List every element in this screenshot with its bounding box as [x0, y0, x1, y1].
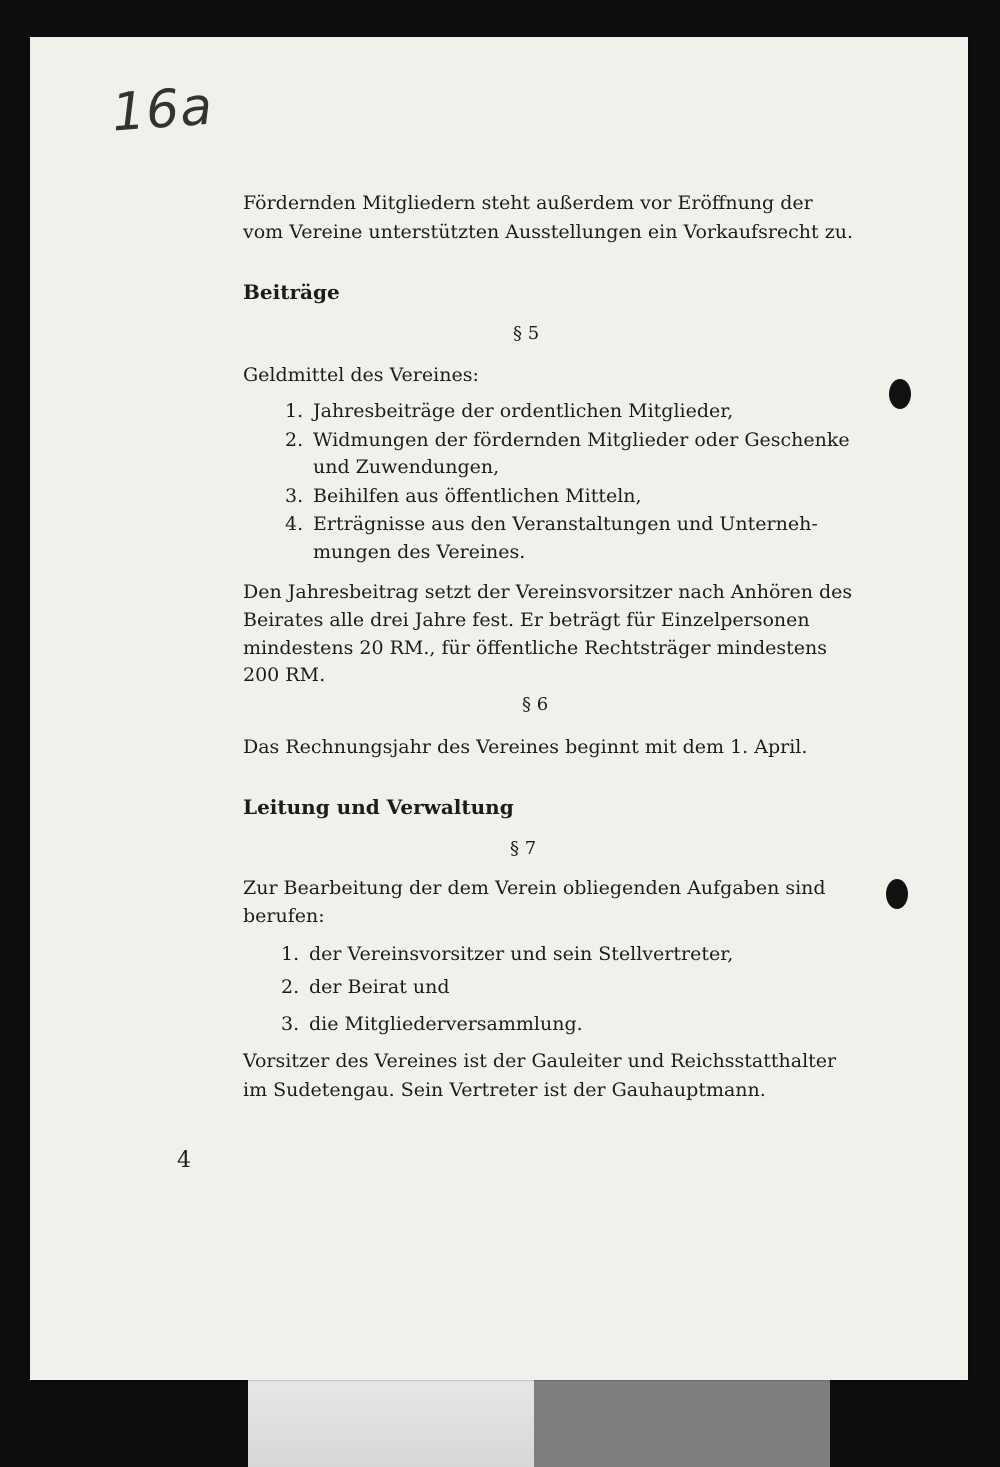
bearbeitung-line-1: Zur Bearbeitung der dem Verein obliegenden Aufgaben sind	[243, 877, 826, 899]
beitrag-line-4: 200 RM.	[243, 664, 326, 686]
heading-beitraege: Beiträge	[243, 280, 340, 304]
bearbeitung-line-2: berufen:	[243, 905, 325, 927]
scan-background-strip	[248, 1367, 534, 1467]
paragraph-7-mark: § 7	[510, 838, 537, 859]
geldmittel-lead: Geldmittel des Vereines:	[243, 364, 479, 386]
punch-hole-top	[889, 379, 911, 409]
list-item: Jahresbeiträge der ordentlichen Mitglieder,	[313, 400, 734, 422]
list-item: Erträgnisse aus den Veranstaltungen und Unterneh-	[313, 513, 818, 535]
list-item: Widmungen der fördernden Mitglieder oder Geschenke	[313, 429, 850, 451]
beitrag-line-3: mindestens 20 RM., für öffentliche Rechtsträger mindestens	[243, 637, 827, 659]
list-item: der Beirat und	[309, 976, 450, 998]
beitrag-line-2: Beirates alle drei Jahre fest. Er beträgt für Einzelpersonen	[243, 609, 810, 631]
list-item: die Mitgliederversammlung.	[309, 1013, 583, 1035]
list-item-continuation: mungen des Vereines.	[313, 541, 526, 563]
punch-hole-bottom	[886, 879, 908, 909]
heading-leitung-verwaltung: Leitung und Verwaltung	[243, 795, 514, 819]
intro-line-1: Fördernden Mitgliedern steht außerdem vor Eröffnung der	[243, 192, 813, 214]
list-item-number: 3.	[281, 1013, 300, 1035]
list-item-number: 3.	[285, 485, 304, 507]
list-item-number: 4.	[285, 513, 304, 535]
list-item-continuation: und Zuwendungen,	[313, 456, 500, 478]
list-item: Beihilfen aus öffentlichen Mitteln,	[313, 485, 642, 507]
handwritten-page-note: 16a	[110, 76, 216, 144]
list-item: der Vereinsvorsitzer und sein Stellvertreter,	[309, 943, 734, 965]
page-number: 4	[177, 1148, 191, 1173]
beitrag-line-1: Den Jahresbeitrag setzt der Vereinsvorsitzer nach Anhören des	[243, 581, 853, 603]
list-item-number: 2.	[285, 429, 304, 451]
rechnungsjahr-text: Das Rechnungsjahr des Vereines beginnt mit dem 1. April.	[243, 736, 808, 758]
list-item-number: 1.	[285, 400, 304, 422]
paragraph-5-mark: § 5	[513, 323, 540, 344]
list-item-number: 1.	[281, 943, 300, 965]
paragraph-6-mark: § 6	[522, 694, 549, 715]
list-item-number: 2.	[281, 976, 300, 998]
intro-line-2: vom Vereine unterstützten Ausstellungen ein Vorkaufsrecht zu.	[243, 221, 854, 243]
vorsitzer-line-1: Vorsitzer des Vereines ist der Gauleiter und Reichsstatthalter	[243, 1050, 837, 1072]
vorsitzer-line-2: im Sudetengau. Sein Vertreter ist der Gauhauptmann.	[243, 1079, 766, 1101]
